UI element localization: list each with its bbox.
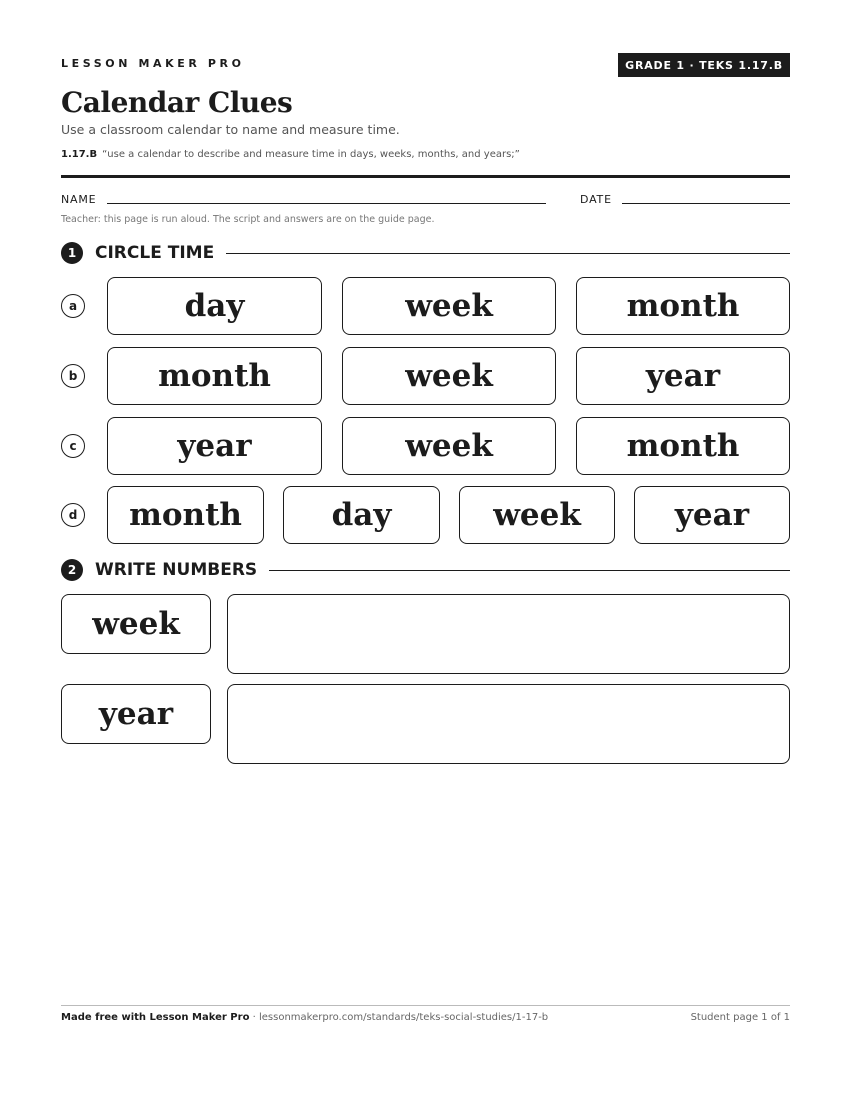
footer-made-with: Made free with Lesson Maker Pro [61,1012,250,1023]
footer-page-number: Student page 1 of 1 [690,1012,790,1023]
word-choice[interactable]: week [342,277,556,335]
footer-credit [61,1012,548,1023]
name-label: NAME [61,193,97,206]
circle-row-b [61,347,790,407]
section-write-numbers [61,558,790,582]
word-choice[interactable]: week [459,486,615,544]
worksheet-page [61,0,790,1100]
standard-text: “use a calendar to describe and measure time in days, weeks, months, and years;” [102,149,520,160]
row-letter: b [61,364,85,388]
word-choice[interactable]: year [634,486,790,544]
footer-separator: · [249,1012,259,1023]
date-field-line[interactable] [622,203,790,204]
date-label: DATE [580,193,612,206]
write-word-label: year [61,684,211,744]
row-letter: c [61,434,85,458]
word-choice[interactable]: year [107,417,322,475]
word-choice[interactable]: day [107,277,322,335]
section-number: 2 [61,559,83,581]
write-answer-box[interactable] [227,684,790,764]
name-field-line[interactable] [107,203,546,204]
write-word-label: week [61,594,211,654]
circle-row-d [61,486,790,546]
grade-badge: GRADE 1 · TEKS 1.17.B [618,53,790,77]
header-divider [61,175,790,178]
word-choice[interactable]: week [342,347,556,405]
standard-line [61,149,520,160]
teacher-note: Teacher: this page is run aloud. The script and answers are on the guide page. [61,214,435,225]
section-rule [226,253,790,254]
standard-code: 1.17.B [61,149,98,160]
section-title: CIRCLE TIME [95,243,215,263]
brand-name: LESSON MAKER PRO [61,57,245,70]
row-letter: d [61,503,85,527]
page-title: Calendar Clues [61,86,293,119]
row-letter: a [61,294,85,318]
section-number: 1 [61,242,83,264]
write-answer-box[interactable] [227,594,790,674]
word-choice[interactable]: month [107,486,264,544]
footer-url[interactable]: lessonmakerpro.com/standards/teks-social-studies/1-17-b [258,1012,549,1023]
word-choice[interactable]: week [342,417,556,475]
section-rule [269,570,790,571]
section-title: WRITE NUMBERS [95,560,258,580]
section-circle-time [61,241,790,265]
word-choice[interactable]: month [107,347,322,405]
word-choice[interactable]: day [283,486,440,544]
circle-row-c [61,417,790,477]
word-choice[interactable]: year [576,347,790,405]
word-choice[interactable]: month [576,277,790,335]
footer-divider [61,1005,790,1006]
circle-row-a [61,277,790,337]
page-subtitle: Use a classroom calendar to name and measure time. [61,122,400,137]
word-choice[interactable]: month [576,417,790,475]
